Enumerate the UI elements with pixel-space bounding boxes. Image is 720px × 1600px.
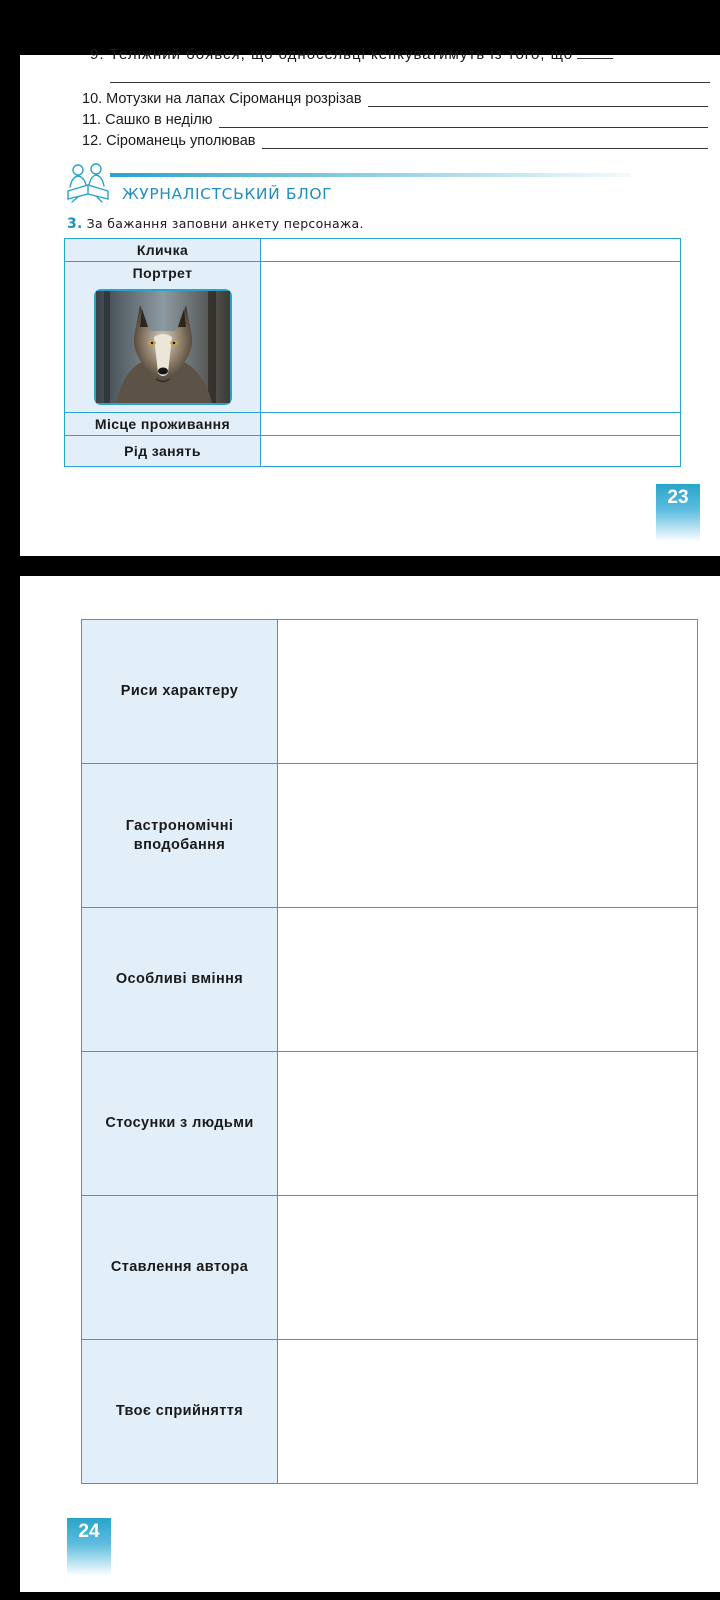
form-label-name: Кличка: [65, 239, 261, 262]
workbook-page-24: [20, 576, 720, 1592]
page-number: 24: [67, 1518, 111, 1576]
workbook-page-23: [20, 46, 720, 556]
form-row-special-skills: [82, 908, 698, 1052]
question-12: [82, 133, 708, 149]
form-row-occupation: [65, 436, 681, 467]
form-label-place: Місце проживання: [65, 413, 261, 436]
question-9-cut: [90, 46, 710, 64]
page-number: 23: [656, 484, 700, 542]
form-label-author-attitude: Ставлення автора: [82, 1196, 278, 1340]
question-11-text: 11. Сашко в неділю: [82, 112, 213, 128]
form-answer-character-traits[interactable]: [278, 620, 698, 764]
form-answer-your-perception[interactable]: [278, 1340, 698, 1484]
answer-blank-9-line2[interactable]: [110, 82, 710, 83]
form-answer-occupation[interactable]: [261, 436, 681, 467]
wolf-portrait: [94, 289, 232, 405]
form-label-portrait-cell: [65, 262, 261, 413]
answer-blank-10[interactable]: [368, 94, 708, 107]
form-row-place: [65, 413, 681, 436]
kids-reading-icon: [64, 161, 112, 203]
task-number: 3.: [67, 216, 83, 232]
section-title: ЖУРНАЛІСТСЬКИЙ БЛОГ: [122, 185, 333, 203]
form-answer-place[interactable]: [261, 413, 681, 436]
form-label-occupation: Рід занять: [65, 436, 261, 467]
form-answer-portrait[interactable]: [261, 262, 681, 413]
question-12-text: 12. Сіроманець уполював: [82, 133, 256, 149]
task-text: За бажання заповни анкету персонажа.: [86, 216, 364, 231]
form-row-portrait: [65, 262, 681, 413]
question-9-text: 9. Теліжний боявся, що односельці кепкуватимуть із того, що: [90, 46, 574, 63]
form-answer-author-attitude[interactable]: [278, 1196, 698, 1340]
form-row-relations-with-people: [82, 1052, 698, 1196]
form-label-special-skills: Особливі вміння: [82, 908, 278, 1052]
section-divider: [110, 173, 630, 177]
form-answer-special-skills[interactable]: [278, 908, 698, 1052]
form-row-author-attitude: [82, 1196, 698, 1340]
form-answer-relations-with-people[interactable]: [278, 1052, 698, 1196]
form-row-character-traits: [82, 620, 698, 764]
form-answer-name[interactable]: [261, 239, 681, 262]
form-label-character-traits: Риси характеру: [82, 620, 278, 764]
form-row-food-preferences: [82, 764, 698, 908]
answer-blank-12[interactable]: [262, 136, 709, 149]
task-3: [67, 216, 364, 232]
form-row-name: [65, 239, 681, 262]
question-10-text: 10. Мотузки на лапах Сіроманця розрізав: [82, 91, 362, 107]
form-label-your-perception: Твоє сприйняття: [82, 1340, 278, 1484]
form-label-relations-with-people: Стосунки з людьми: [82, 1052, 278, 1196]
character-form-table-continued: [81, 619, 698, 1484]
question-10: [82, 91, 708, 107]
form-label-portrait: Портрет: [132, 265, 193, 281]
form-label-food-preferences: Гастрономічні вподобання: [82, 764, 278, 908]
answer-blank-11[interactable]: [219, 115, 708, 128]
form-answer-food-preferences[interactable]: [278, 764, 698, 908]
form-row-your-perception: [82, 1340, 698, 1484]
question-11: [82, 112, 708, 128]
answer-blank-9[interactable]: [577, 58, 613, 59]
character-form-table: [64, 238, 681, 467]
